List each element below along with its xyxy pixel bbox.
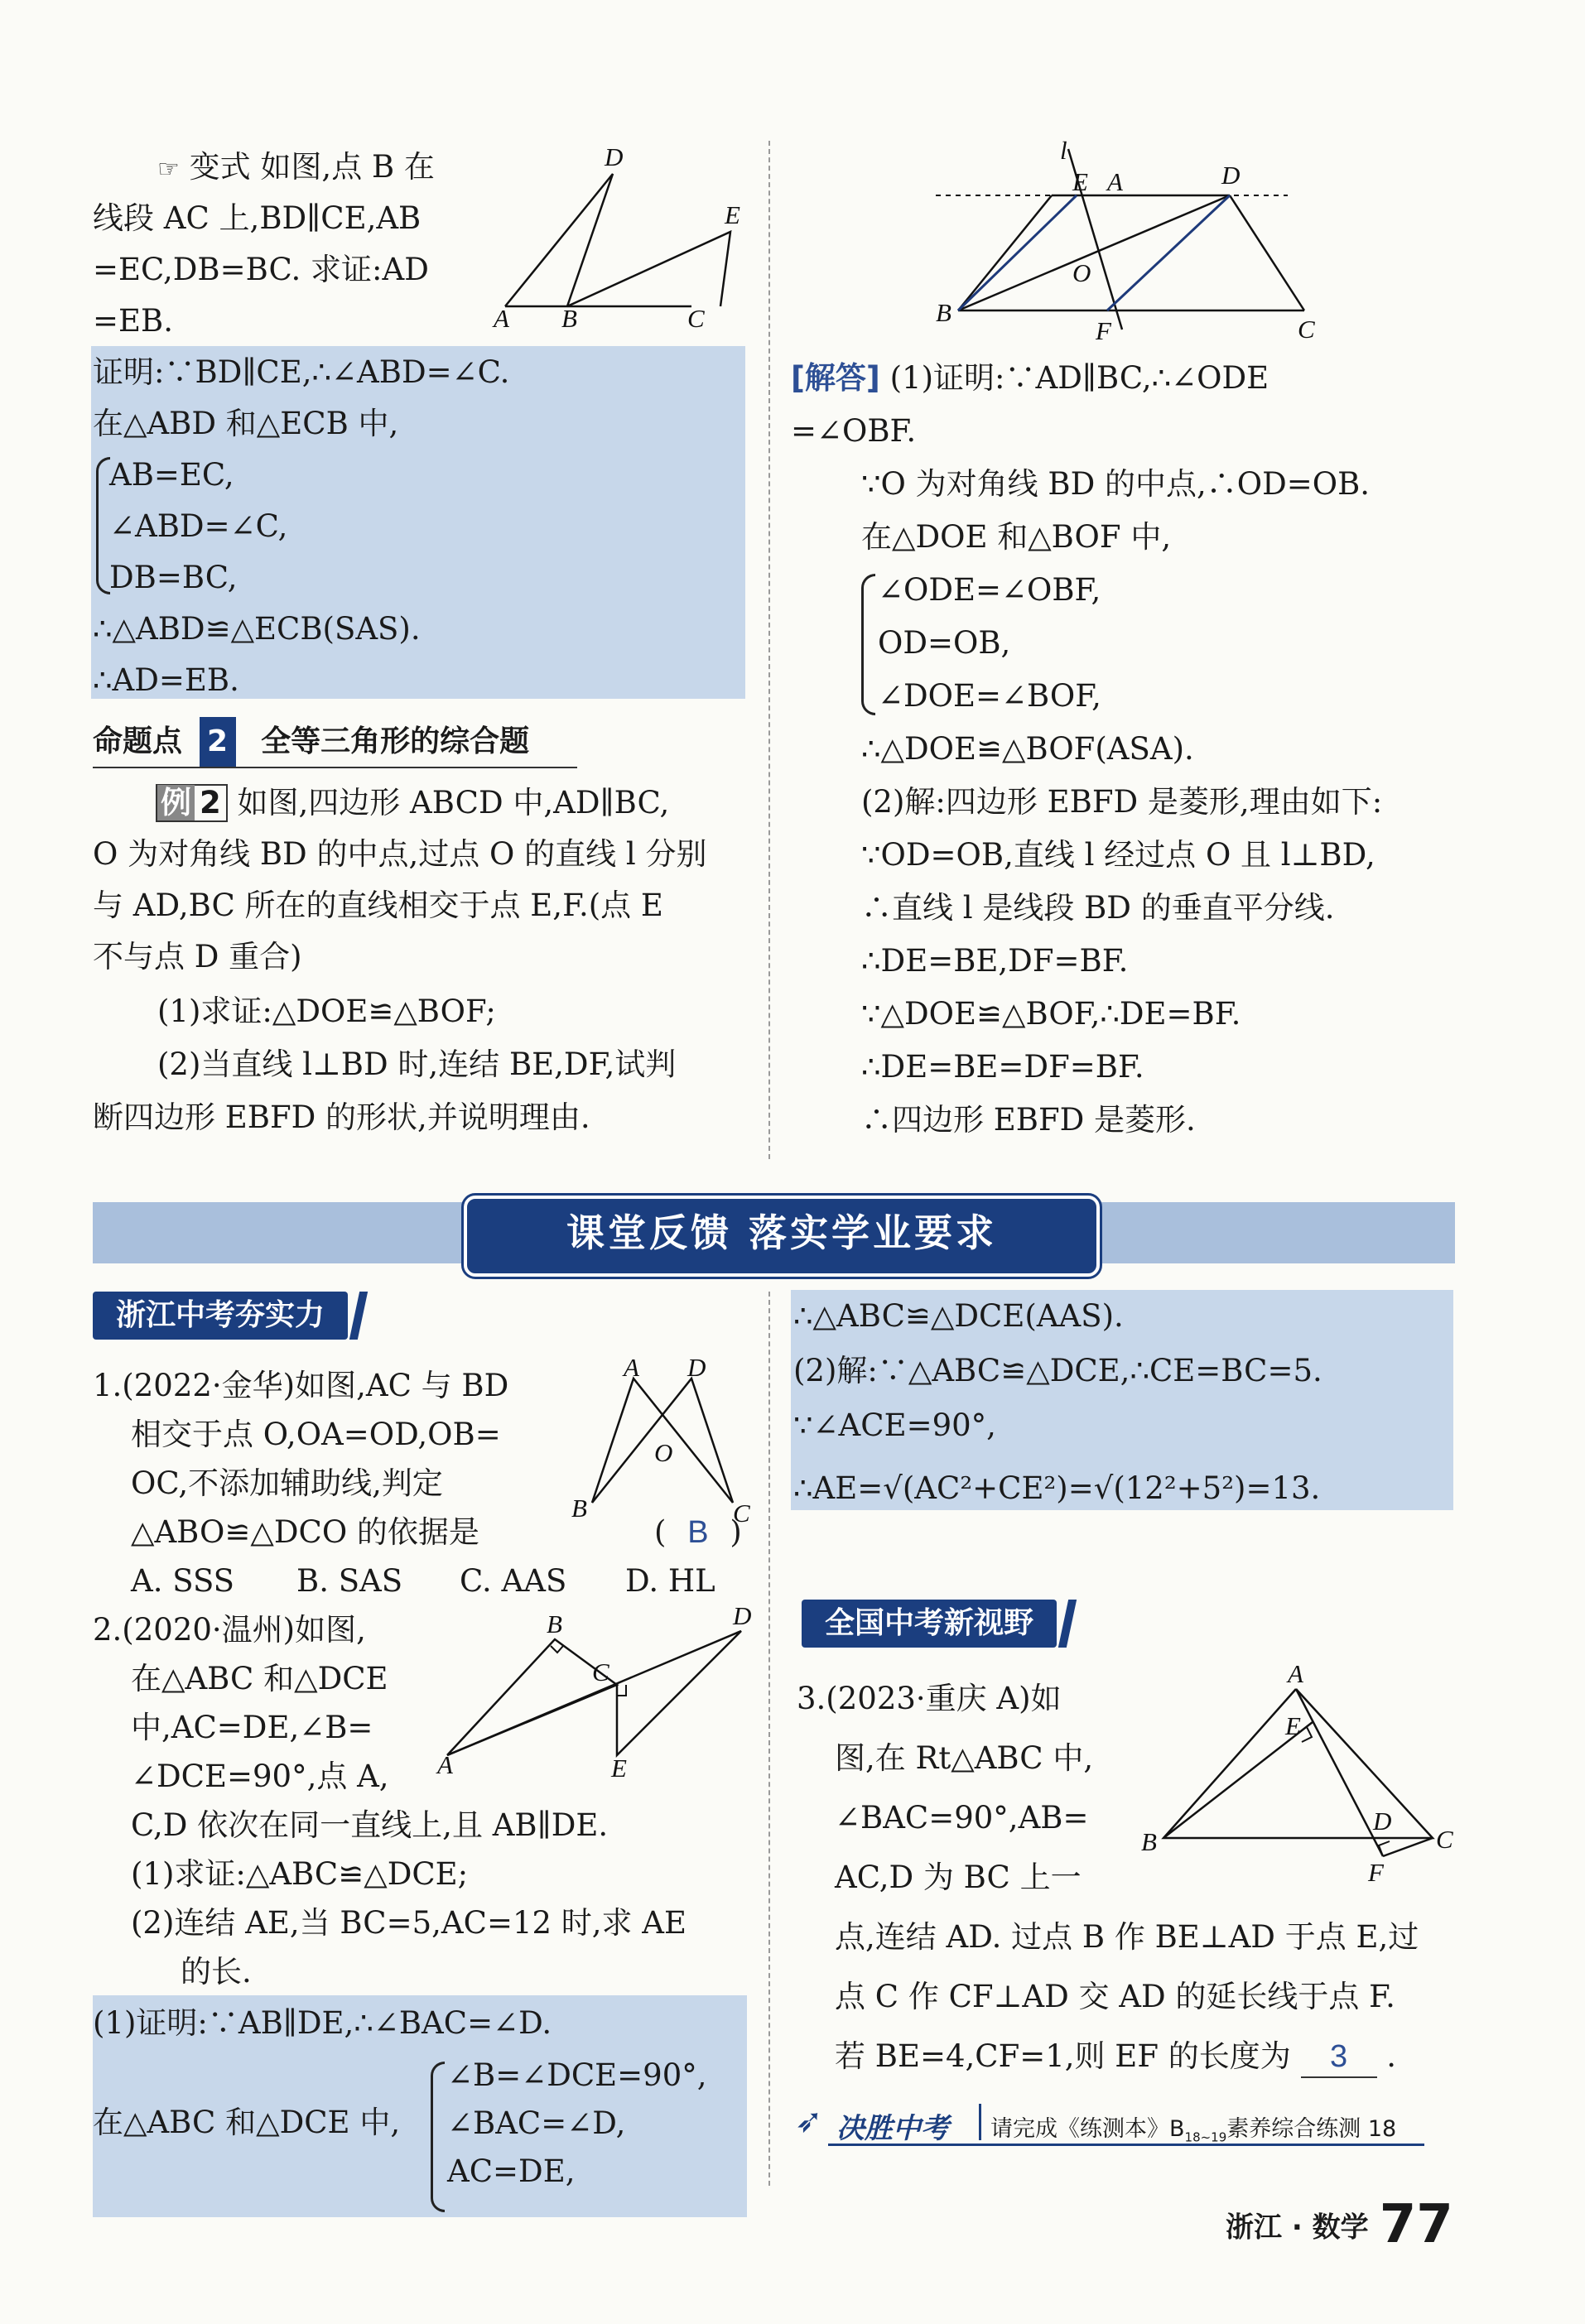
fig-label: C xyxy=(733,1499,750,1523)
proof-line: ∴△ABD≌△ECB(SAS). xyxy=(93,611,421,647)
page-footer xyxy=(1226,2194,1453,2255)
fig-label: B xyxy=(571,1494,587,1523)
q1-line: 1.(2022·金华)如图,AC 与 BD xyxy=(93,1368,509,1403)
topic-number: 2 xyxy=(200,717,236,767)
fig-label: C xyxy=(687,304,705,331)
answer-line: ∴△DOE≌△BOF(ASA). xyxy=(861,731,1194,767)
brace xyxy=(861,574,875,715)
footer-text: 请完成《练测本》$B_{18\sim 19}$素养综合练测 18 xyxy=(990,2116,1397,2145)
section-tag-zhejiang: 浙江中考夯实力 xyxy=(93,1292,348,1340)
q2-figure xyxy=(431,1598,762,1780)
fig-label: E xyxy=(725,200,740,229)
variant-line-1: ☞ 变式 如图,点 B 在 xyxy=(157,149,435,185)
footer-brand: 决胜中考 xyxy=(836,2112,949,2145)
fig-label: F xyxy=(1096,316,1111,345)
answer-line: ∴直线 l 是线段 BD 的垂直平分线. xyxy=(861,890,1335,926)
answer-line: =∠OBF. xyxy=(791,413,917,449)
fig-label: D xyxy=(1221,161,1241,190)
fig-label: B xyxy=(936,298,951,327)
q2-cont-line: ∴△ABC≌△DCE(AAS). xyxy=(793,1298,1124,1334)
q3-line: 点,连结 AD. 过点 B 作 BE⊥AD 于点 E,过 xyxy=(835,1919,1419,1955)
fig-label: D xyxy=(605,142,624,171)
q3-line: 图,在 Rt△ABC 中, xyxy=(835,1740,1094,1776)
variant-figure xyxy=(489,141,754,331)
q2-line: (2)连结 AE,当 BC=5,AC=12 时,求 AE xyxy=(131,1905,687,1941)
q1-figure xyxy=(563,1358,762,1523)
q2-line: 的长. xyxy=(181,1954,252,1990)
q1-option: D. HL xyxy=(625,1563,715,1599)
q2-cont-line: ∵∠ACE=90°, xyxy=(793,1407,996,1443)
fig-label: F xyxy=(1368,1858,1384,1887)
footer-underline xyxy=(828,2144,1424,2146)
answer-line: ∵O 为对角线 BD 的中点,∴OD=OB. xyxy=(861,466,1371,502)
fig-label: l xyxy=(1060,141,1067,165)
q2-line: (1)求证:△ABC≌△DCE; xyxy=(131,1856,469,1892)
q1-answer: B xyxy=(687,1515,709,1550)
example-line: O 为对角线 BD 的中点,过点 O 的直线 l 分别 xyxy=(93,836,707,872)
q3-line-last: 若 BE=4,CF=1,则 EF 的长度为 3 . xyxy=(835,2030,1396,2083)
proof-line: ∠ABD=∠C, xyxy=(109,508,288,544)
brace xyxy=(431,2062,445,2212)
q3-line: 点 C 作 CF⊥AD 交 AD 的延长线于点 F. xyxy=(835,1979,1395,2014)
brace xyxy=(96,457,110,594)
q1-line: △ABO≌△DCO 的依据是 xyxy=(131,1514,479,1550)
q1-option: A. SSS xyxy=(131,1563,234,1599)
q2-proof-line: AC=DE, xyxy=(447,2153,576,2189)
answer-line: 在△DOE 和△BOF 中, xyxy=(861,519,1172,555)
q2-line: 在△ABC 和△DCE xyxy=(131,1661,388,1696)
fig-label: D xyxy=(1373,1807,1392,1836)
q2-cont-line: (2)解:∵△ABC≌△DCE,∴CE=BC=5. xyxy=(793,1353,1322,1388)
example-line-1: 例 2 如图,四边形 ABCD 中,AD∥BC, xyxy=(156,777,669,830)
fig-label: E xyxy=(611,1754,627,1780)
example-line: 断四边形 EBFD 的形状,并说明理由. xyxy=(93,1099,590,1135)
answer-tag: [解答] xyxy=(791,360,880,396)
q1-option: C. AAS xyxy=(460,1563,567,1599)
example-line: (1)求证:△DOE≌△BOF; xyxy=(157,994,496,1029)
fig-label: A xyxy=(1288,1664,1303,1688)
answer-line: ∵△DOE≌△BOF,∴DE=BF. xyxy=(861,996,1241,1032)
fig-label: A xyxy=(1107,167,1123,196)
q2-line: C,D 依次在同一直线上,且 AB∥DE. xyxy=(131,1807,609,1843)
fig-label: C xyxy=(1436,1825,1453,1854)
answer-line: ∠ODE=∠OBF, xyxy=(878,572,1101,608)
fig-label: B xyxy=(547,1609,562,1638)
fig-label: A xyxy=(494,304,509,331)
page-number: 77 xyxy=(1379,2194,1453,2255)
variant-line-4: =EB. xyxy=(93,303,173,339)
q3-line: AC,D 为 BC 上一 xyxy=(835,1860,1082,1895)
proof-line: AB=EC, xyxy=(109,457,234,493)
fig-label: O xyxy=(654,1438,673,1467)
example-badge: 例 2 xyxy=(156,784,228,822)
q2-cont-line: ∴AE=√(AC²+CE²)=√(12²+5²)=13. xyxy=(793,1470,1321,1506)
fig-label: B xyxy=(561,304,577,331)
q3-line: ∠BAC=90°,AB= xyxy=(835,1800,1089,1836)
proof-line: ∴AD=EB. xyxy=(93,662,239,698)
fig-label: D xyxy=(687,1358,706,1382)
page-footer-label: 浙江 · 数学 xyxy=(1226,2211,1369,2245)
proof-line: 在△ABD 和△ECB 中, xyxy=(93,406,399,441)
topic-heading: 命题点 2 全等三角形的综合题 xyxy=(93,717,529,767)
q2-proof-line: ∠BAC=∠D, xyxy=(447,2105,626,2141)
banner-title: 课堂反馈 落实学业要求 xyxy=(464,1196,1100,1277)
fig-label: C xyxy=(1298,315,1315,344)
example2-figure xyxy=(923,141,1337,348)
runner-icon: ➶ xyxy=(795,2102,823,2140)
topic-underline xyxy=(93,767,577,768)
example-line: (2)当直线 l⊥BD 时,连结 BE,DF,试判 xyxy=(157,1047,677,1082)
answer-line: ∴DE=BE=DF=BF. xyxy=(861,1049,1144,1085)
q2-line: 2.(2020·温州)如图, xyxy=(93,1612,366,1648)
example-line: 与 AD,BC 所在的直线相交于点 E,F.(点 E xyxy=(93,888,663,923)
q2-line: 中,AC=DE,∠B= xyxy=(131,1710,373,1745)
answer-line: OD=OB, xyxy=(878,625,1011,661)
answer-line: ∵OD=OB,直线 l 经过点 O 且 l⊥BD, xyxy=(861,837,1375,873)
answer-line: ∴四边形 EBFD 是菱形. xyxy=(861,1102,1196,1138)
answer-line: ∠DOE=∠BOF, xyxy=(878,678,1101,714)
q1-answer-paren: ( B ) xyxy=(654,1514,742,1550)
fig-label: E xyxy=(1285,1711,1301,1740)
section-tag-national: 全国中考新视野 xyxy=(802,1600,1057,1648)
q3-answer-blank: 3 xyxy=(1301,2037,1377,2078)
answer-line-1: [解答] (1)证明:∵AD∥BC,∴∠ODE xyxy=(791,360,1269,396)
fig-label: C xyxy=(592,1658,609,1686)
q2-proof-line: 在△ABC 和△DCE 中, xyxy=(93,2105,401,2140)
fig-label: A xyxy=(624,1358,639,1382)
footer-divider xyxy=(979,2104,981,2140)
fig-label: E xyxy=(1072,167,1088,196)
proof-line: 证明:∵BD∥CE,∴∠ABD=∠C. xyxy=(93,354,510,390)
q2-proof-line: (1)证明:∵AB∥DE,∴∠BAC=∠D. xyxy=(93,2005,552,2041)
proof-line: DB=BC, xyxy=(109,560,238,595)
column-divider xyxy=(768,1292,770,2186)
q3-line: 3.(2023·重庆 A)如 xyxy=(797,1681,1062,1716)
q1-option: B. SAS xyxy=(296,1563,403,1599)
variant-line-2: 线段 AC 上,BD∥CE,AB xyxy=(93,200,422,236)
q1-line: 相交于点 O,OA=OD,OB= xyxy=(131,1417,501,1452)
answer-line: ∴DE=BE,DF=BF. xyxy=(861,943,1129,979)
q2-proof-line: ∠B=∠DCE=90°, xyxy=(447,2057,707,2093)
answer-line: (2)解:四边形 EBFD 是菱形,理由如下: xyxy=(861,784,1383,820)
pointing-hand-icon: ☞ xyxy=(157,155,180,184)
q1-line: OC,不添加辅助线,判定 xyxy=(131,1465,443,1501)
q3-figure xyxy=(1135,1664,1466,1888)
fig-label: A xyxy=(437,1750,453,1779)
variant-line-3: =EC,DB=BC. 求证:AD xyxy=(93,252,429,287)
column-divider xyxy=(768,141,770,1159)
example-line: 不与点 D 重合) xyxy=(93,939,302,974)
fig-label: D xyxy=(733,1601,752,1630)
fig-label: B xyxy=(1141,1827,1157,1856)
footer-ad xyxy=(795,2099,1457,2150)
q2-line: ∠DCE=90°,点 A, xyxy=(131,1759,389,1794)
fig-label: O xyxy=(1072,258,1091,287)
